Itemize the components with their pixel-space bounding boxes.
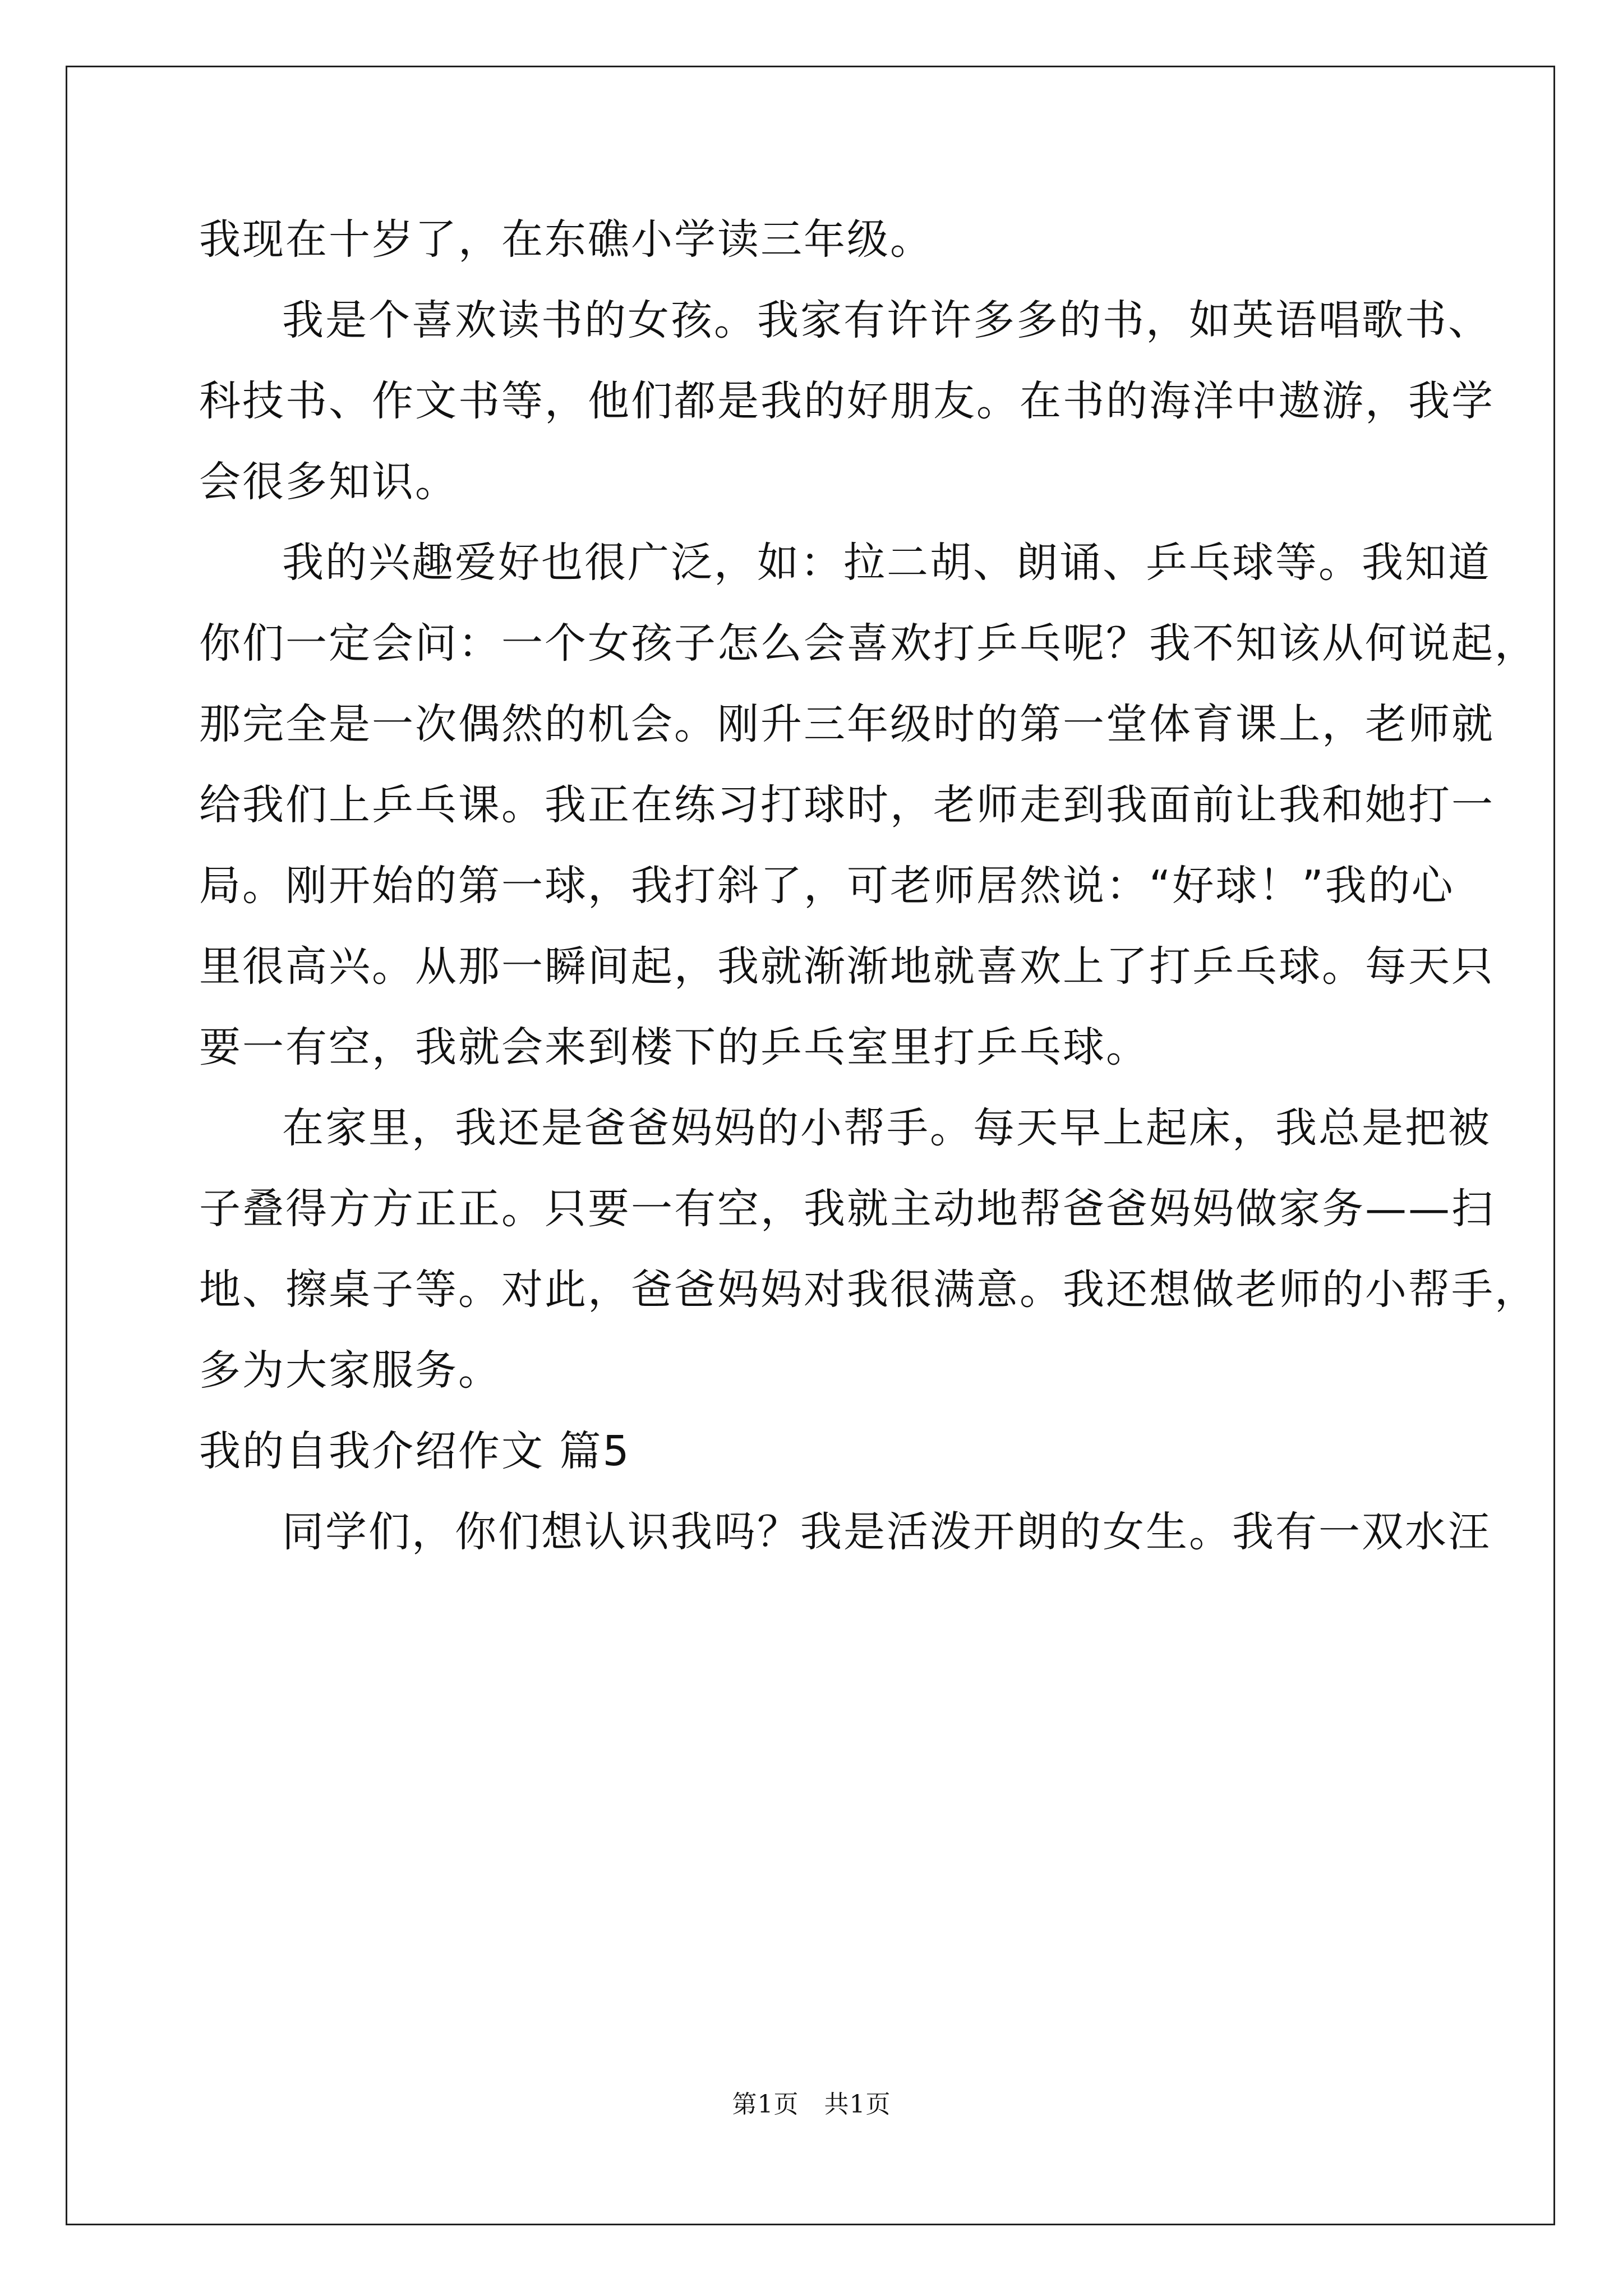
page-footer: 第1页 共1页: [732, 2090, 891, 2119]
text-line-3: 科技书、作文书等，他们都是我的好朋友。在书的海洋中遨游，我学: [199, 377, 1495, 425]
text-line-7: 那完全是一次偶然的机会。刚升三年级时的第一堂体育课上，老师就: [199, 700, 1495, 748]
text-line-12: 在家里，我还是爸爸妈妈的小帮手。每天早上起床，我总是把被: [282, 1104, 1491, 1152]
text-line-6: 你们一定会问：一个女孩子怎么会喜欢打乒乓呢？我不知该从何说起，: [199, 619, 1538, 668]
section-heading: 我的自我介绍作文 篇5: [199, 1427, 631, 1475]
text-line-11: 要一有空，我就会来到楼下的乒乓室里打乒乓球。: [199, 1023, 1149, 1071]
document-body: [199, 199, 1538, 1572]
text-line-15: 多为大家服务。: [199, 1346, 501, 1395]
text-line-9: 局。刚开始的第一球，我打斜了，可老师居然说：“好球！”我的心: [199, 862, 1455, 910]
text-line-1: 我现在十岁了，在东礁小学读三年级。: [199, 215, 933, 264]
text-line-8: 给我们上乒乓课。我正在练习打球时，老师走到我面前让我和她打一: [199, 781, 1495, 829]
text-line-10: 里很高兴。从那一瞬间起，我就渐渐地就喜欢上了打乒乓球。每天只: [199, 942, 1495, 991]
text-line-17: 同学们，你们想认识我吗？我是活泼开朗的女生。我有一双水汪: [282, 1508, 1491, 1556]
text-line-14: 地、擦桌子等。对此，爸爸妈妈对我很满意。我还想做老师的小帮手，: [199, 1266, 1538, 1314]
text-line-2: 我是个喜欢读书的女孩。我家有许许多多的书，如英语唱歌书、: [282, 296, 1491, 344]
text-line-13: 子叠得方方正正。只要一有空，我就主动地帮爸爸妈妈做家务——扫: [199, 1185, 1495, 1233]
text-line-4: 会很多知识。: [199, 458, 458, 506]
text-line-5: 我的兴趣爱好也很广泛，如：拉二胡、朗诵、乒乓球等。我知道: [282, 539, 1491, 587]
